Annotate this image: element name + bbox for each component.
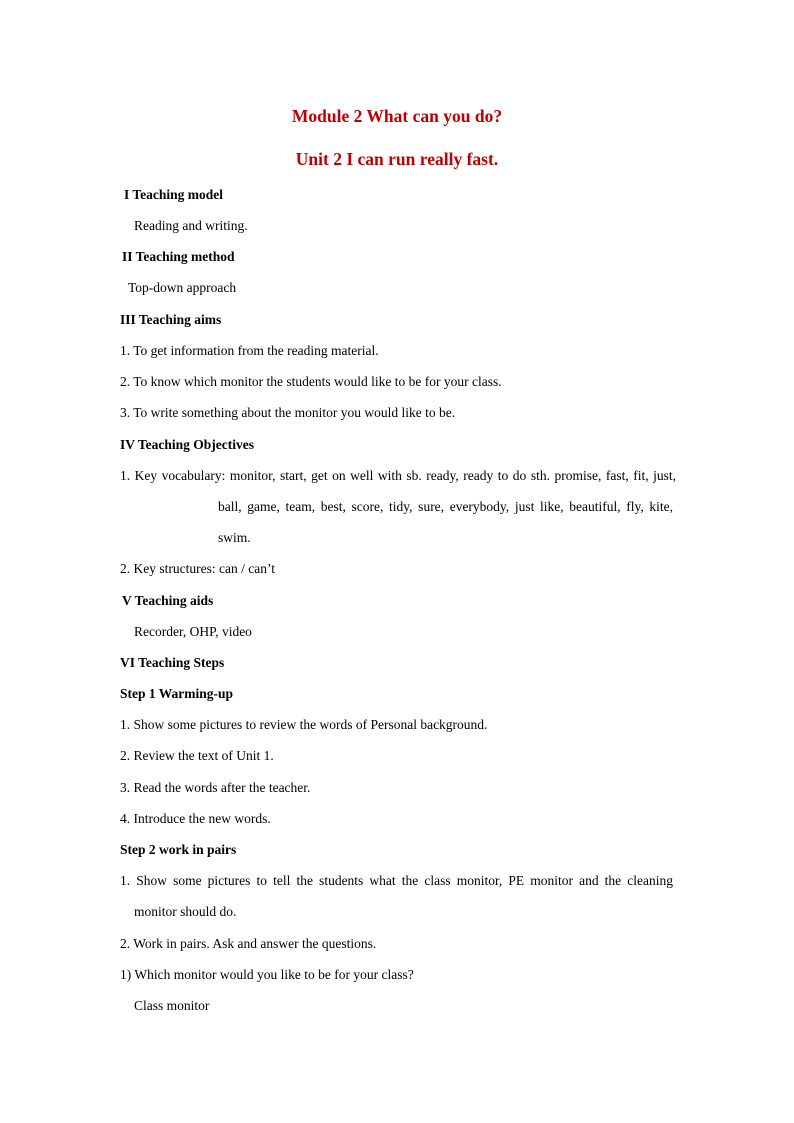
- teaching-model-text: Reading and writing.: [134, 218, 248, 233]
- question-text: 1) Which monitor would you like to be for your class?: [120, 967, 414, 982]
- teaching-aim-item: 2. To know which monitor the students would like to be for your class.: [120, 374, 502, 389]
- step-item: 2. Review the text of Unit 1.: [120, 748, 274, 763]
- document-subtitle: Unit 2 I can run really fast.: [295, 149, 499, 169]
- step-heading: Step 1 Warming-up: [120, 686, 234, 701]
- section-heading-teaching-objectives: IV Teaching Objectives: [120, 437, 255, 452]
- step-item: 1. Show some pictures to tell the students what the class monitor, PE monitor and the cleaning: [120, 873, 673, 888]
- answer-text: Class monitor: [134, 998, 210, 1013]
- teaching-aim-item: 1. To get information from the reading material.: [120, 343, 379, 358]
- section-heading-teaching-aids: V Teaching aids: [122, 593, 214, 608]
- section-heading-teaching-method: II Teaching method: [122, 249, 235, 264]
- section-heading-teaching-aims: III Teaching aims: [120, 312, 222, 327]
- step-item: 2. Work in pairs. Ask and answer the questions.: [120, 936, 377, 951]
- step-item: 3. Read the words after the teacher.: [120, 780, 311, 795]
- teaching-aids-text: Recorder, OHP, video: [134, 624, 252, 639]
- step-item: 1. Show some pictures to review the words of Personal background.: [120, 717, 488, 732]
- step-item: 4. Introduce the new words.: [120, 811, 271, 826]
- section-heading-teaching-steps: VI Teaching Steps: [120, 655, 225, 670]
- key-vocabulary-line: ball, game, team, best, score, tidy, sure, everybody, just like, beautiful, fly, kite,: [218, 499, 673, 514]
- step-item-continuation: monitor should do.: [134, 904, 237, 919]
- teaching-method-text: Top-down approach: [128, 280, 237, 295]
- key-vocabulary-line: 1. Key vocabulary: monitor, start, get on well with sb. ready, ready to do sth. promise, fast, fit, just,: [120, 468, 676, 483]
- document-title: Module 2 What can you do?: [291, 106, 503, 126]
- teaching-aim-item: 3. To write something about the monitor you would like to be.: [120, 405, 456, 420]
- key-vocabulary-line: swim.: [218, 530, 251, 545]
- step-heading: Step 2 work in pairs: [120, 842, 237, 857]
- key-structures-text: 2. Key structures: can / can’t: [120, 561, 275, 576]
- section-heading-teaching-model: I Teaching model: [124, 187, 224, 202]
